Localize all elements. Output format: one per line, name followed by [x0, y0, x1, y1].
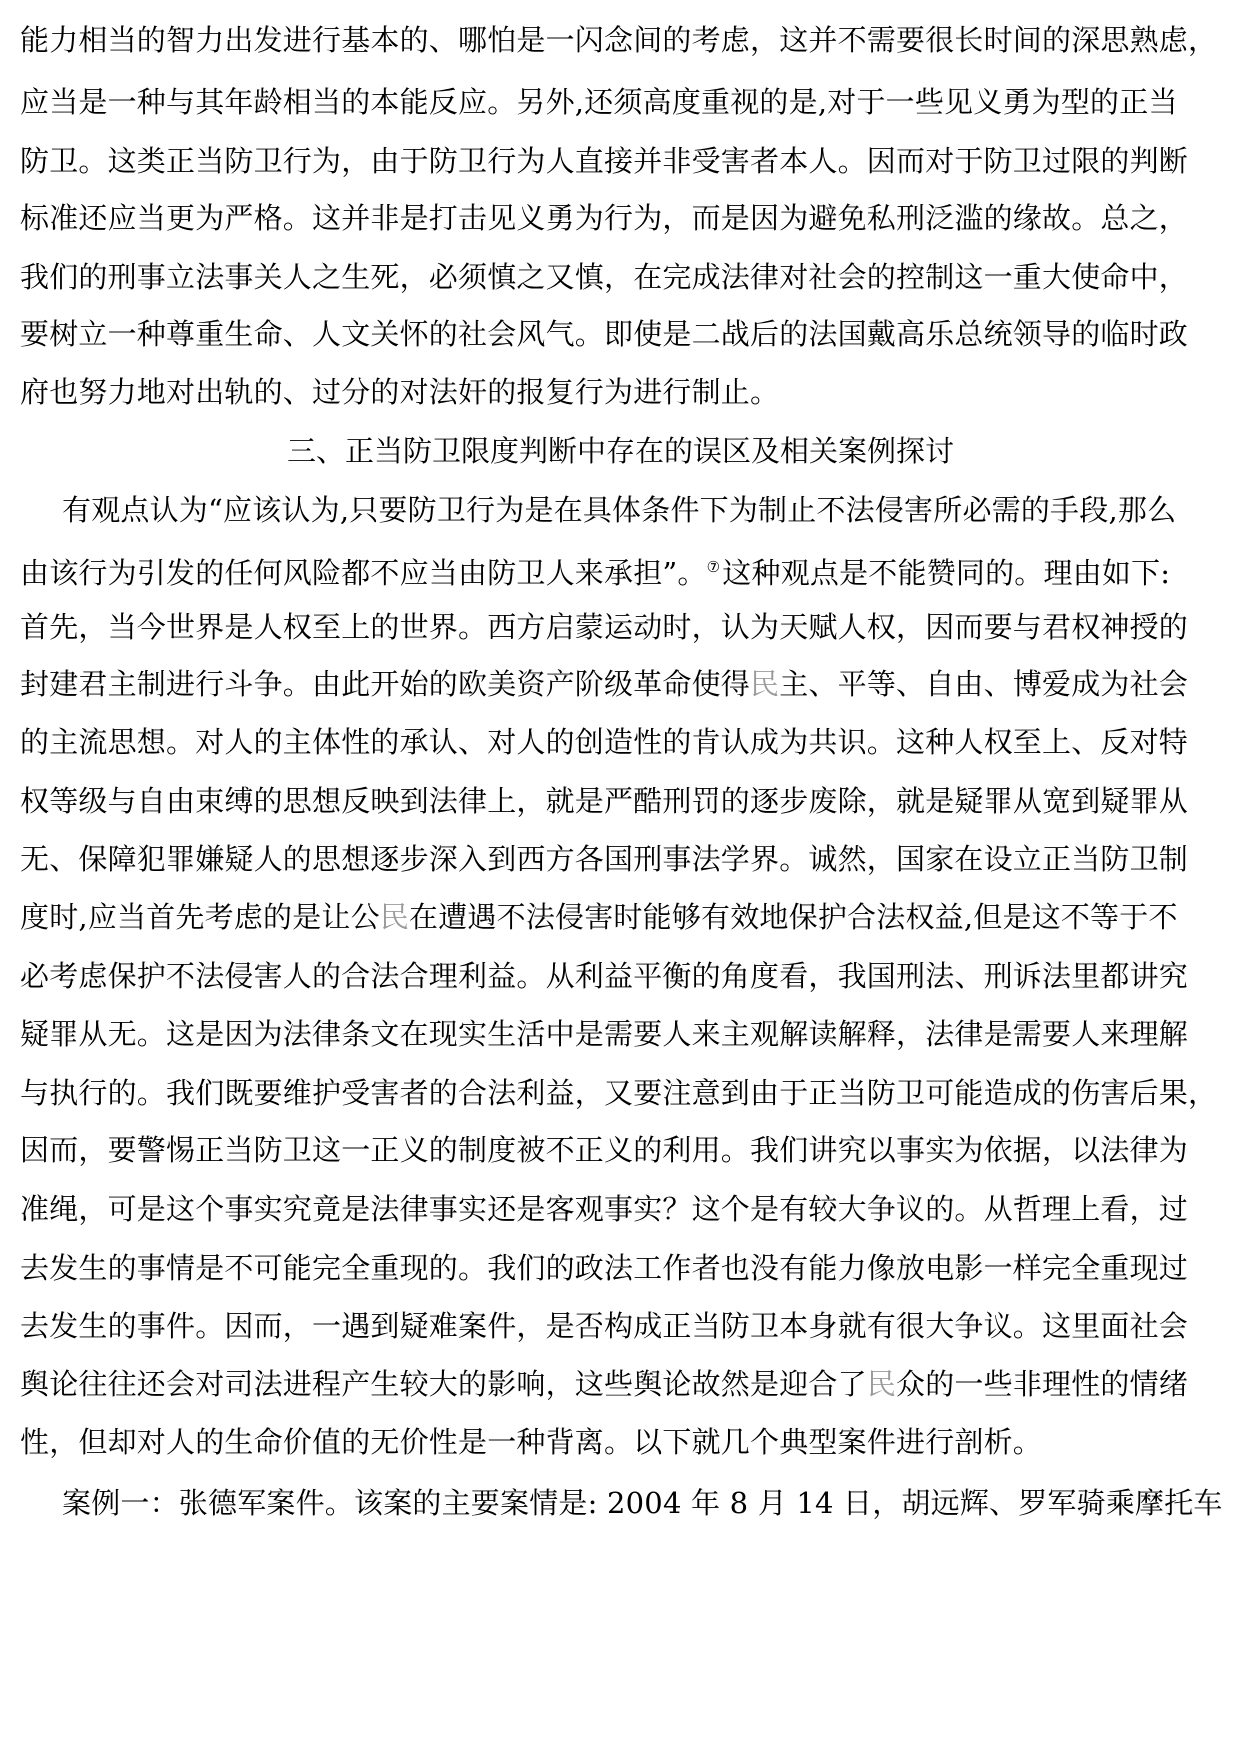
body-text-line: 疑罪从无。这是因为法律条文在现实生活中是需要人来主观解读解释，法律是需要人来理解 [20, 1017, 1189, 1051]
footnote-marker: ⑦ [706, 558, 721, 576]
text-span: 主、平等、自由、博爱成为社会 [779, 667, 1189, 701]
body-text-line: 有观点认为“应该认为,只要防卫行为是在具体条件下为制止不法侵害所必需的手段,那么 [62, 493, 1177, 527]
body-text-line [20, 664, 1195, 704]
grey-character: 民 [379, 900, 410, 934]
body-text-line: 无、保障犯罪嫌疑人的思想逐步深入到西方各国刑事法学界。诚然，国家在设立正当防卫制 [20, 842, 1189, 876]
body-text-line: 案例一：张德军案件。该案的主要案情是: 2004 年 8 月 14 日，胡远辉、罗军骑乘摩托车 [62, 1486, 1223, 1520]
body-text-line: 防卫。这类正当防卫行为，由于防卫行为人直接并非受害者本人。因而对于防卫过限的判断 [20, 144, 1189, 178]
body-text-line: 去发生的事情是不可能完全重现的。我们的政法工作者也没有能力像放电影一样完全重现过 [20, 1251, 1189, 1285]
body-text-line [20, 1364, 1195, 1404]
text-span: 由该行为引发的任何风险都不应当由防卫人来承担”。 [20, 556, 707, 590]
body-text-line: 标准还应当更为严格。这并非是打击见义勇为行为，而是因为避免私刑泛滥的缘故。总之， [20, 201, 1189, 235]
body-text-line [20, 547, 1195, 590]
text-span: 这种观点是不能赞同的。理由如下: [722, 556, 1171, 590]
body-text-line: 能力相当的智力出发进行基本的、哪怕是一闪念间的考虑，这并不需要很长时间的深思熟虑， [20, 23, 1218, 57]
text-span: 封建君主制进行斗争。由此开始的欧美资产阶级革命使得 [20, 667, 751, 701]
body-text-line [20, 897, 1195, 937]
text-span: 众的一些非理性的情绪 [896, 1367, 1189, 1401]
text-span: 在遭遇不法侵害时能够有效地保护合法权益,但是这不等于不 [409, 900, 1178, 934]
body-text-line: 准绳，可是这个事实究竟是法律事实还是客观事实？这个是有较大争议的。从哲理上看，过 [20, 1192, 1189, 1226]
text-span: 舆论往往还会对司法进程产生较大的影响，这些舆论故然是迎合了 [20, 1367, 867, 1401]
body-text-line: 的主流思想。对人的主体性的承认、对人的创造性的肯认成为共识。这种人权至上、反对特 [20, 725, 1189, 759]
body-text-line: 我们的刑事立法事关人之生死，必须慎之又慎，在完成法律对社会的控制这一重大使命中， [20, 260, 1189, 294]
grey-character: 民 [750, 667, 780, 701]
body-text-line: 因而，要警惕正当防卫这一正义的制度被不正义的利用。我们讲究以事实为依据，以法律为 [20, 1133, 1189, 1167]
section-heading: 三、正当防卫限度判断中存在的误区及相关案例探讨 [286, 434, 954, 468]
body-text-line: 与执行的。我们既要维护受害者的合法利益，又要注意到由于正当防卫可能造成的伤害后果， [20, 1076, 1218, 1110]
body-text-line: 去发生的事件。因而，一遇到疑难案件，是否构成正当防卫本身就有很大争议。这里面社会 [20, 1309, 1189, 1343]
body-text-line: 首先，当今世界是人权至上的世界。西方启蒙运动时，认为天赋人权，因而要与君权神授的 [20, 610, 1189, 644]
grey-character: 民 [866, 1367, 897, 1401]
body-text-line: 权等级与自由束缚的思想反映到法律上，就是严酷刑罚的逐步废除，就是疑罪从宽到疑罪从 [20, 784, 1189, 818]
body-text-line: 应当是一种与其年龄相当的本能反应。另外,还须高度重视的是,对于一些见义勇为型的正当 [20, 85, 1178, 119]
body-text-line: 要树立一种尊重生命、人文关怀的社会风气。即使是二战后的法国戴高乐总统领导的临时政 [20, 317, 1189, 351]
body-text-line: 必考虑保护不法侵害人的合法合理利益。从利益平衡的角度看，我国刑法、刑诉法里都讲究 [20, 959, 1189, 993]
body-text-line: 性，但却对人的生命价值的无价性是一种背离。以下就几个典型案件进行剖析。 [20, 1425, 1043, 1459]
text-span: 度时,应当首先考虑的是让公 [20, 900, 380, 934]
body-text-line: 府也努力地对出轨的、过分的对法奸的报复行为进行制止。 [20, 375, 780, 409]
